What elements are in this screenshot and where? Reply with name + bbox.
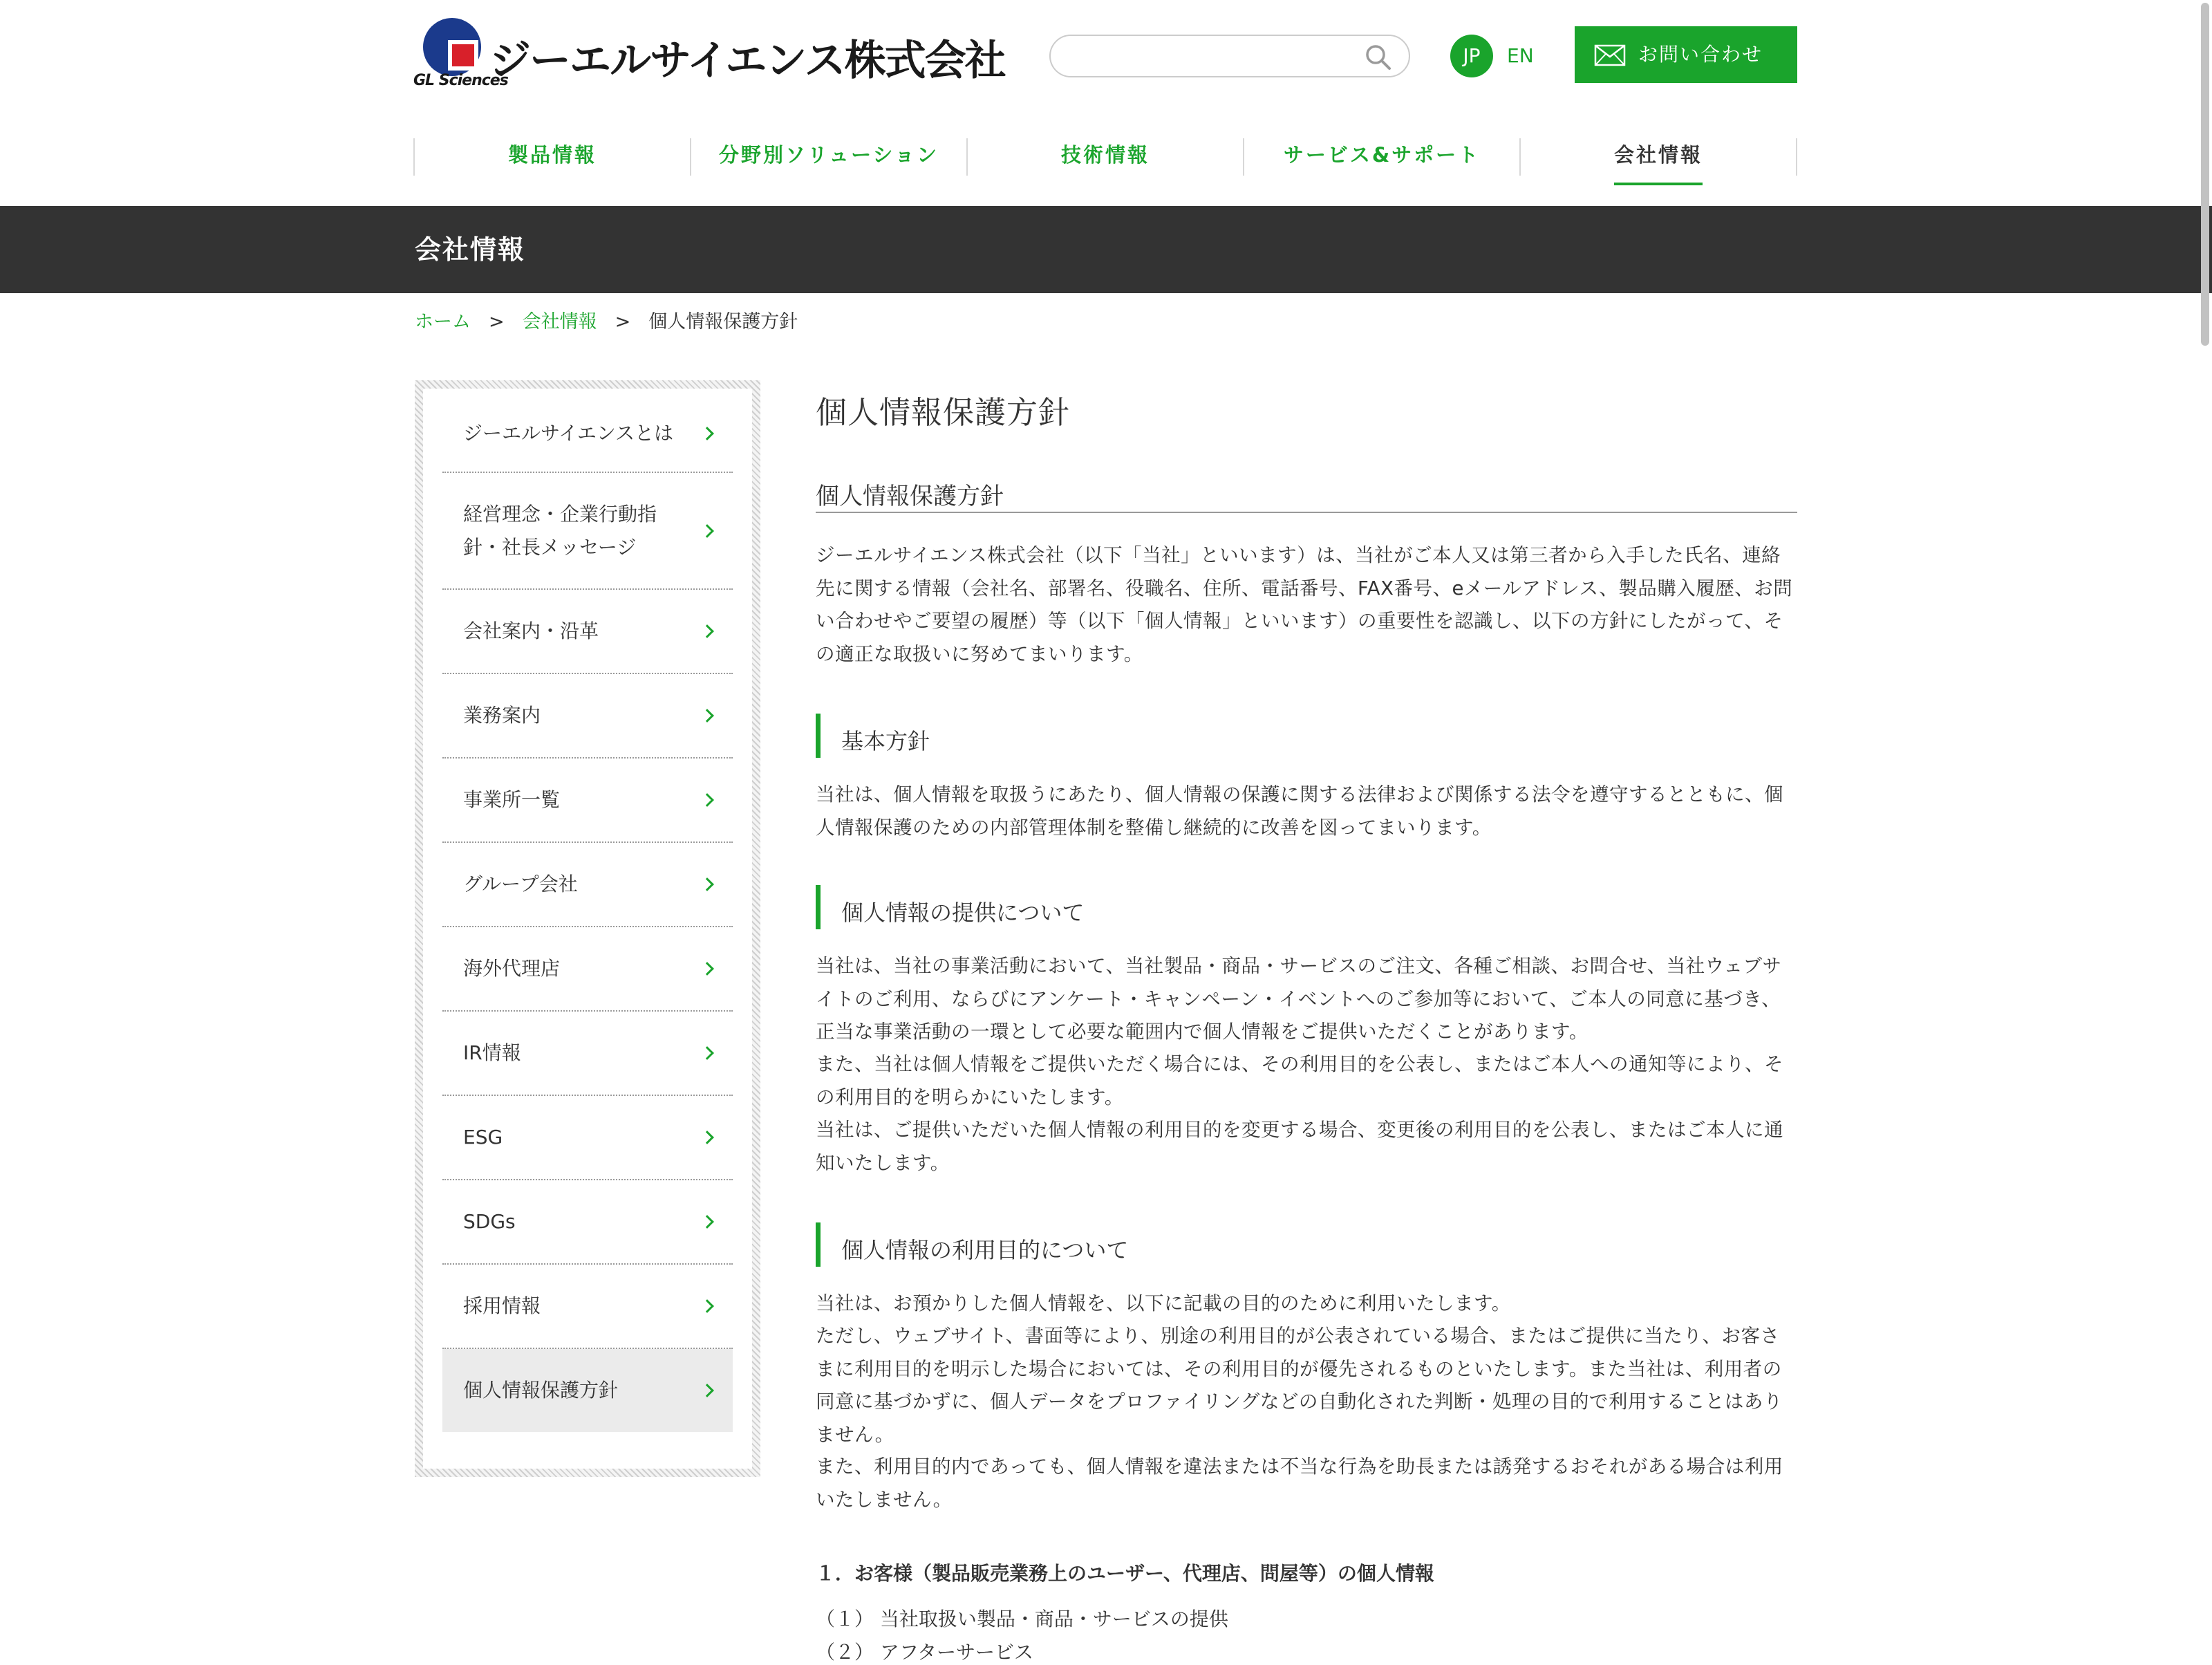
purpose-text-1: 当社は、お預かりした個人情報を、以下に記載の目的のために利用いたします。 (816, 1292, 1511, 1314)
sidebar-item-label: 事業所一覧 (463, 788, 561, 811)
chevron-right-icon (700, 427, 714, 440)
chevron-right-icon (700, 1299, 714, 1313)
search-input[interactable] (1069, 43, 1345, 69)
chevron-right-icon (700, 877, 714, 891)
section-title: 個人情報保護方針 (816, 477, 1797, 513)
sidebar-item-about[interactable] (442, 396, 733, 473)
site-header (0, 0, 2212, 206)
nav-service-support[interactable]: サービス&サポート (1243, 138, 1519, 176)
sidebar-item-label: ジーエルサイエンスとは (463, 422, 674, 445)
chevron-right-icon (700, 1046, 714, 1060)
contact-button-label: お問い合わせ (1638, 43, 1763, 66)
nav-company[interactable] (1519, 138, 1797, 176)
nav-products[interactable]: 製品情報 (413, 138, 690, 176)
heading-basic-policy: 基本方針 (816, 714, 1797, 758)
list-item: （１） 当社取扱い製品・商品・サービスの提供 (816, 1608, 1228, 1630)
search-box (1049, 35, 1410, 77)
chevron-right-icon (700, 1131, 714, 1144)
breadcrumb-home[interactable]: ホーム (415, 311, 471, 333)
customer-info-heading: １．お客様（製品販売業務上のユーザー、代理店、問屋等）の個人情報 (816, 1562, 1434, 1585)
nav-company-label: 会社情報 (1613, 143, 1703, 167)
sidebar-item-ir[interactable] (442, 1012, 733, 1096)
lang-jp-button[interactable]: JP (1450, 35, 1493, 77)
chevron-right-icon (700, 793, 714, 807)
breadcrumb-separator: > (489, 311, 505, 333)
logo-text: ジーエルサイエンス株式会社 (489, 37, 1005, 85)
provision-text-3: 当社は、ご提供いただいた個人情報の利用目的を変更する場合、変更後の利用目的を公表し、またはご本人に通知いたします。 (816, 1119, 1783, 1174)
sidebar-item-business[interactable] (442, 674, 733, 759)
search-icon[interactable] (1363, 43, 1394, 71)
sidebar-item-label: SDGs (463, 1210, 516, 1233)
sidebar-item-recruit[interactable] (442, 1265, 733, 1349)
sidebar-item-label: 海外代理店 (463, 957, 561, 980)
sidebar-item-offices[interactable] (442, 759, 733, 843)
heading-provision: 個人情報の提供について (816, 885, 1797, 929)
sidebar-item-privacy[interactable] (442, 1349, 733, 1432)
provision-text-2: また、当社は個人情報をご提供いただく場合には、その利用目的を公表し、またはご本人への通知等により、その利用目的を明らかにいたします。 (816, 1053, 1783, 1108)
sidebar-item-label: ESG (463, 1126, 503, 1148)
company-logo[interactable] (413, 12, 1005, 90)
contact-button[interactable] (1575, 26, 1797, 83)
mail-icon (1594, 44, 1626, 66)
sidebar-item-label: 会社案内・沿革 (463, 620, 599, 642)
chevron-right-icon (700, 524, 714, 538)
scrollbar-thumb[interactable] (2201, 3, 2209, 346)
nav-technical[interactable]: 技術情報 (966, 138, 1243, 176)
sidebar-item-sdgs[interactable] (442, 1180, 733, 1265)
sidebar-item-group[interactable] (442, 843, 733, 927)
sidebar-menu (423, 389, 752, 1469)
sidebar-item-label: 経営理念・企業行動指針・社長メッセージ (463, 502, 657, 559)
lang-en-link[interactable]: EN (1507, 44, 1534, 67)
sidebar-item-label: 個人情報保護方針 (463, 1379, 619, 1402)
sidebar-item-label: IR情報 (463, 1041, 521, 1064)
chevron-right-icon (700, 624, 714, 638)
breadcrumb-current: 個人情報保護方針 (648, 311, 798, 333)
purpose-text-3: また、利用目的内であっても、個人情報を違法または不当な行為を助長または誘発するおそれがある場合は利用いたしません。 (816, 1455, 1783, 1511)
chevron-right-icon (700, 1384, 714, 1397)
category-title: 会社情報 (415, 234, 526, 265)
sidebar-item-philosophy[interactable] (442, 473, 733, 590)
global-nav (413, 138, 1797, 187)
nav-solutions[interactable]: 分野別ソリューション (690, 138, 966, 176)
logo-subtext: GL Sciences (413, 72, 508, 89)
heading-purpose: 個人情報の利用目的について (816, 1222, 1797, 1267)
basic-policy-text: 当社は、個人情報を取扱うにあたり、個人情報の保護に関する法律および関係する法令を遵守するとともに、個人情報保護のための内部管理体制を整備し継続的に改善を図ってまいります。 (816, 783, 1783, 839)
chevron-right-icon (700, 709, 714, 723)
breadcrumb-separator: > (615, 311, 631, 333)
chevron-right-icon (700, 962, 714, 976)
breadcrumb-company[interactable]: 会社情報 (522, 311, 597, 333)
provision-text-1: 当社は、当社の事業活動において、当社製品・商品・サービスのご注文、各種ご相談、お問合せ、当社ウェブサイトのご利用、ならびにアンケート・キャンペーン・イベントへのご参加等において、ご本人の同意に基づき、正当な事業活動の一環として必要な範囲内で個人情報をご提供いただくことがあります。 (816, 955, 1782, 1043)
page-category-band (0, 206, 2212, 293)
sidebar-item-label: 採用情報 (463, 1294, 541, 1317)
breadcrumb (415, 308, 798, 336)
purpose-text-2: ただし、ウェブサイト、書面等により、別途の利用目的が公表されている場合、またはご提供に当たり、お客さまに利用目的を明示した場合においては、その利用目的が優先されるものといたします。また当社は、利用者の同意に基づかずに、個人データをプロファイリングなどの自動化された判断・処理の目的で利用することはありません。 (816, 1325, 1783, 1446)
sidebar-item-overseas[interactable] (442, 927, 733, 1012)
sidebar-item-label: グループ会社 (463, 873, 578, 895)
chevron-right-icon (700, 1215, 714, 1229)
nav-active-underline (1614, 183, 1703, 185)
sidebar (415, 380, 760, 1477)
sidebar-item-label: 業務案内 (463, 704, 541, 727)
list-item: （２） アフターサービス (816, 1641, 1033, 1664)
intro-paragraph: ジーエルサイエンス株式会社（以下「当社」といいます）は、当社がご本人又は第三者から入手した氏名、連絡先に関する情報（会社名、部署名、役職名、住所、電話番号、FAX番号、eメールアドレス、製品購入履歴、お問い合わせやご要望の履歴）等（以下「個人情報」といいます）の重要性を認識し、以下の方針にしたがって、その適正な取扱いに努めてまいります。 (816, 544, 1793, 665)
sidebar-item-esg[interactable] (442, 1096, 733, 1180)
page-title: 個人情報保護方針 (816, 394, 1071, 431)
sidebar-item-profile-history[interactable] (442, 590, 733, 674)
